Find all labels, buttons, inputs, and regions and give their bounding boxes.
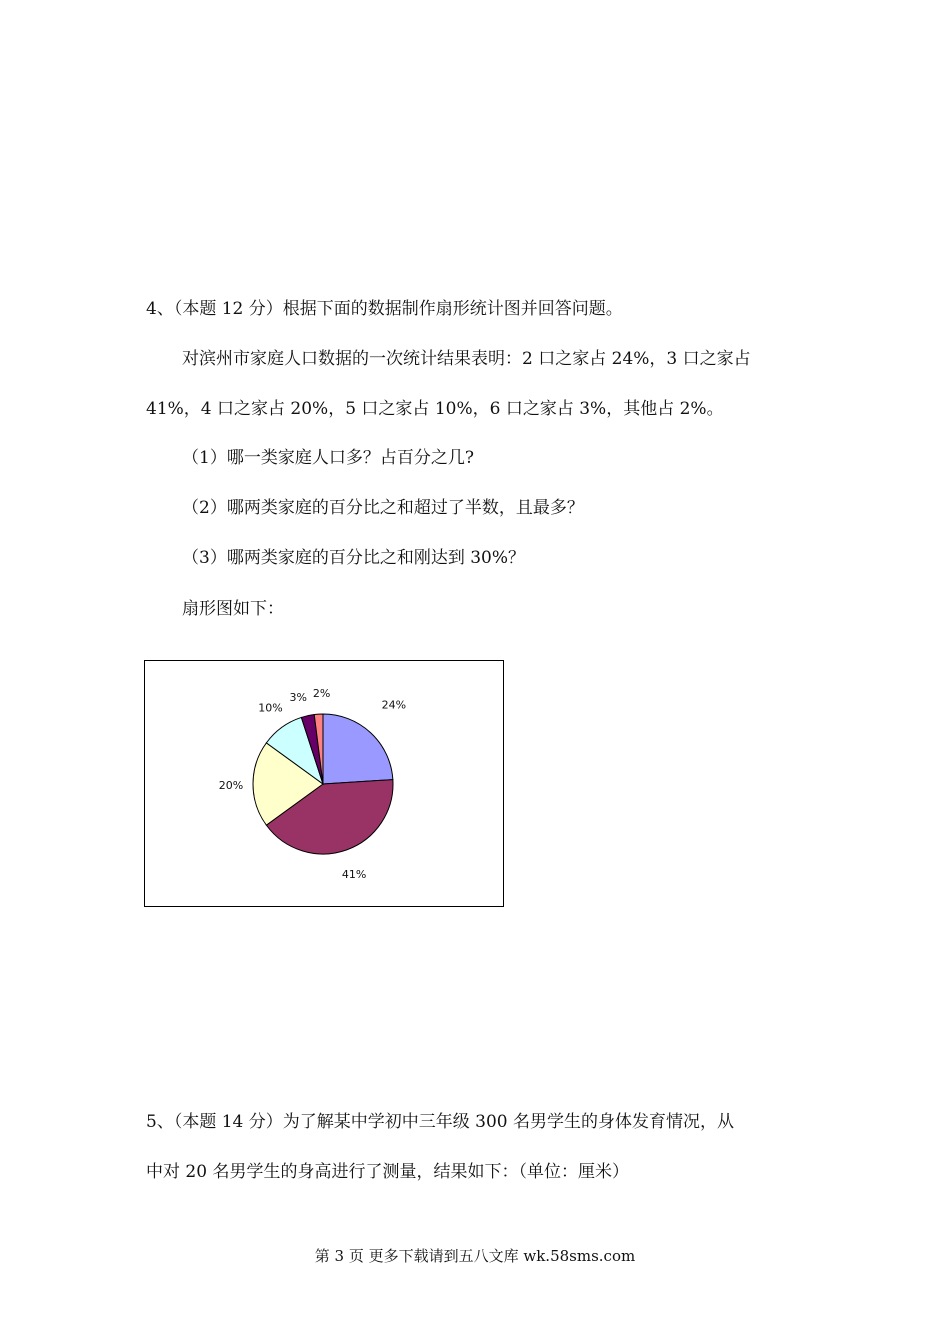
question-4-title: 4、（本题 12 分）根据下面的数据制作扇形统计图并回答问题。: [146, 299, 623, 319]
question-4-subquestion-1: （1）哪一类家庭人口多？占百分之几?: [182, 448, 474, 468]
question-4-paragraph-line-1: 对滨州市家庭人口数据的一次统计结果表明：2 口之家占 24%，3 口之家占: [182, 349, 751, 369]
pie-label-3pct: 3%: [289, 691, 307, 705]
page-footer: 第 3 页 更多下载请到五八文库 wk.58sms.com: [314, 1247, 636, 1265]
figure-intro: 扇形图如下：: [182, 599, 284, 619]
pie-label-24pct: 24%: [381, 698, 407, 712]
question-4-subquestion-2: （2）哪两类家庭的百分比之和超过了半数，且最多？: [182, 498, 584, 518]
pie-label-2pct: 2%: [312, 687, 331, 701]
pie-label-41pct: 41%: [341, 867, 367, 881]
question-4-paragraph-line-2: 41%，4 口之家占 20%，5 口之家占 10%，6 口之家占 3%，其他占 2%。: [146, 399, 724, 419]
question-4-subquestion-3: （3）哪两类家庭的百分比之和刚达到 30%？: [182, 548, 526, 568]
question-5-title-line-1: 5、（本题 14 分）为了解某中学初中三年级 300 名男学生的身体发育情况，从: [146, 1112, 735, 1132]
pie-chart-frame: [144, 660, 504, 907]
pie-chart: [145, 661, 503, 906]
pie-slice-24pct: [323, 714, 393, 784]
pie-label-20pct: 20%: [218, 779, 244, 792]
question-5-title-line-2: 中对 20 名男学生的身高进行了测量，结果如下：（单位：厘米）: [146, 1162, 629, 1182]
pie-label-10pct: 10%: [258, 701, 283, 715]
